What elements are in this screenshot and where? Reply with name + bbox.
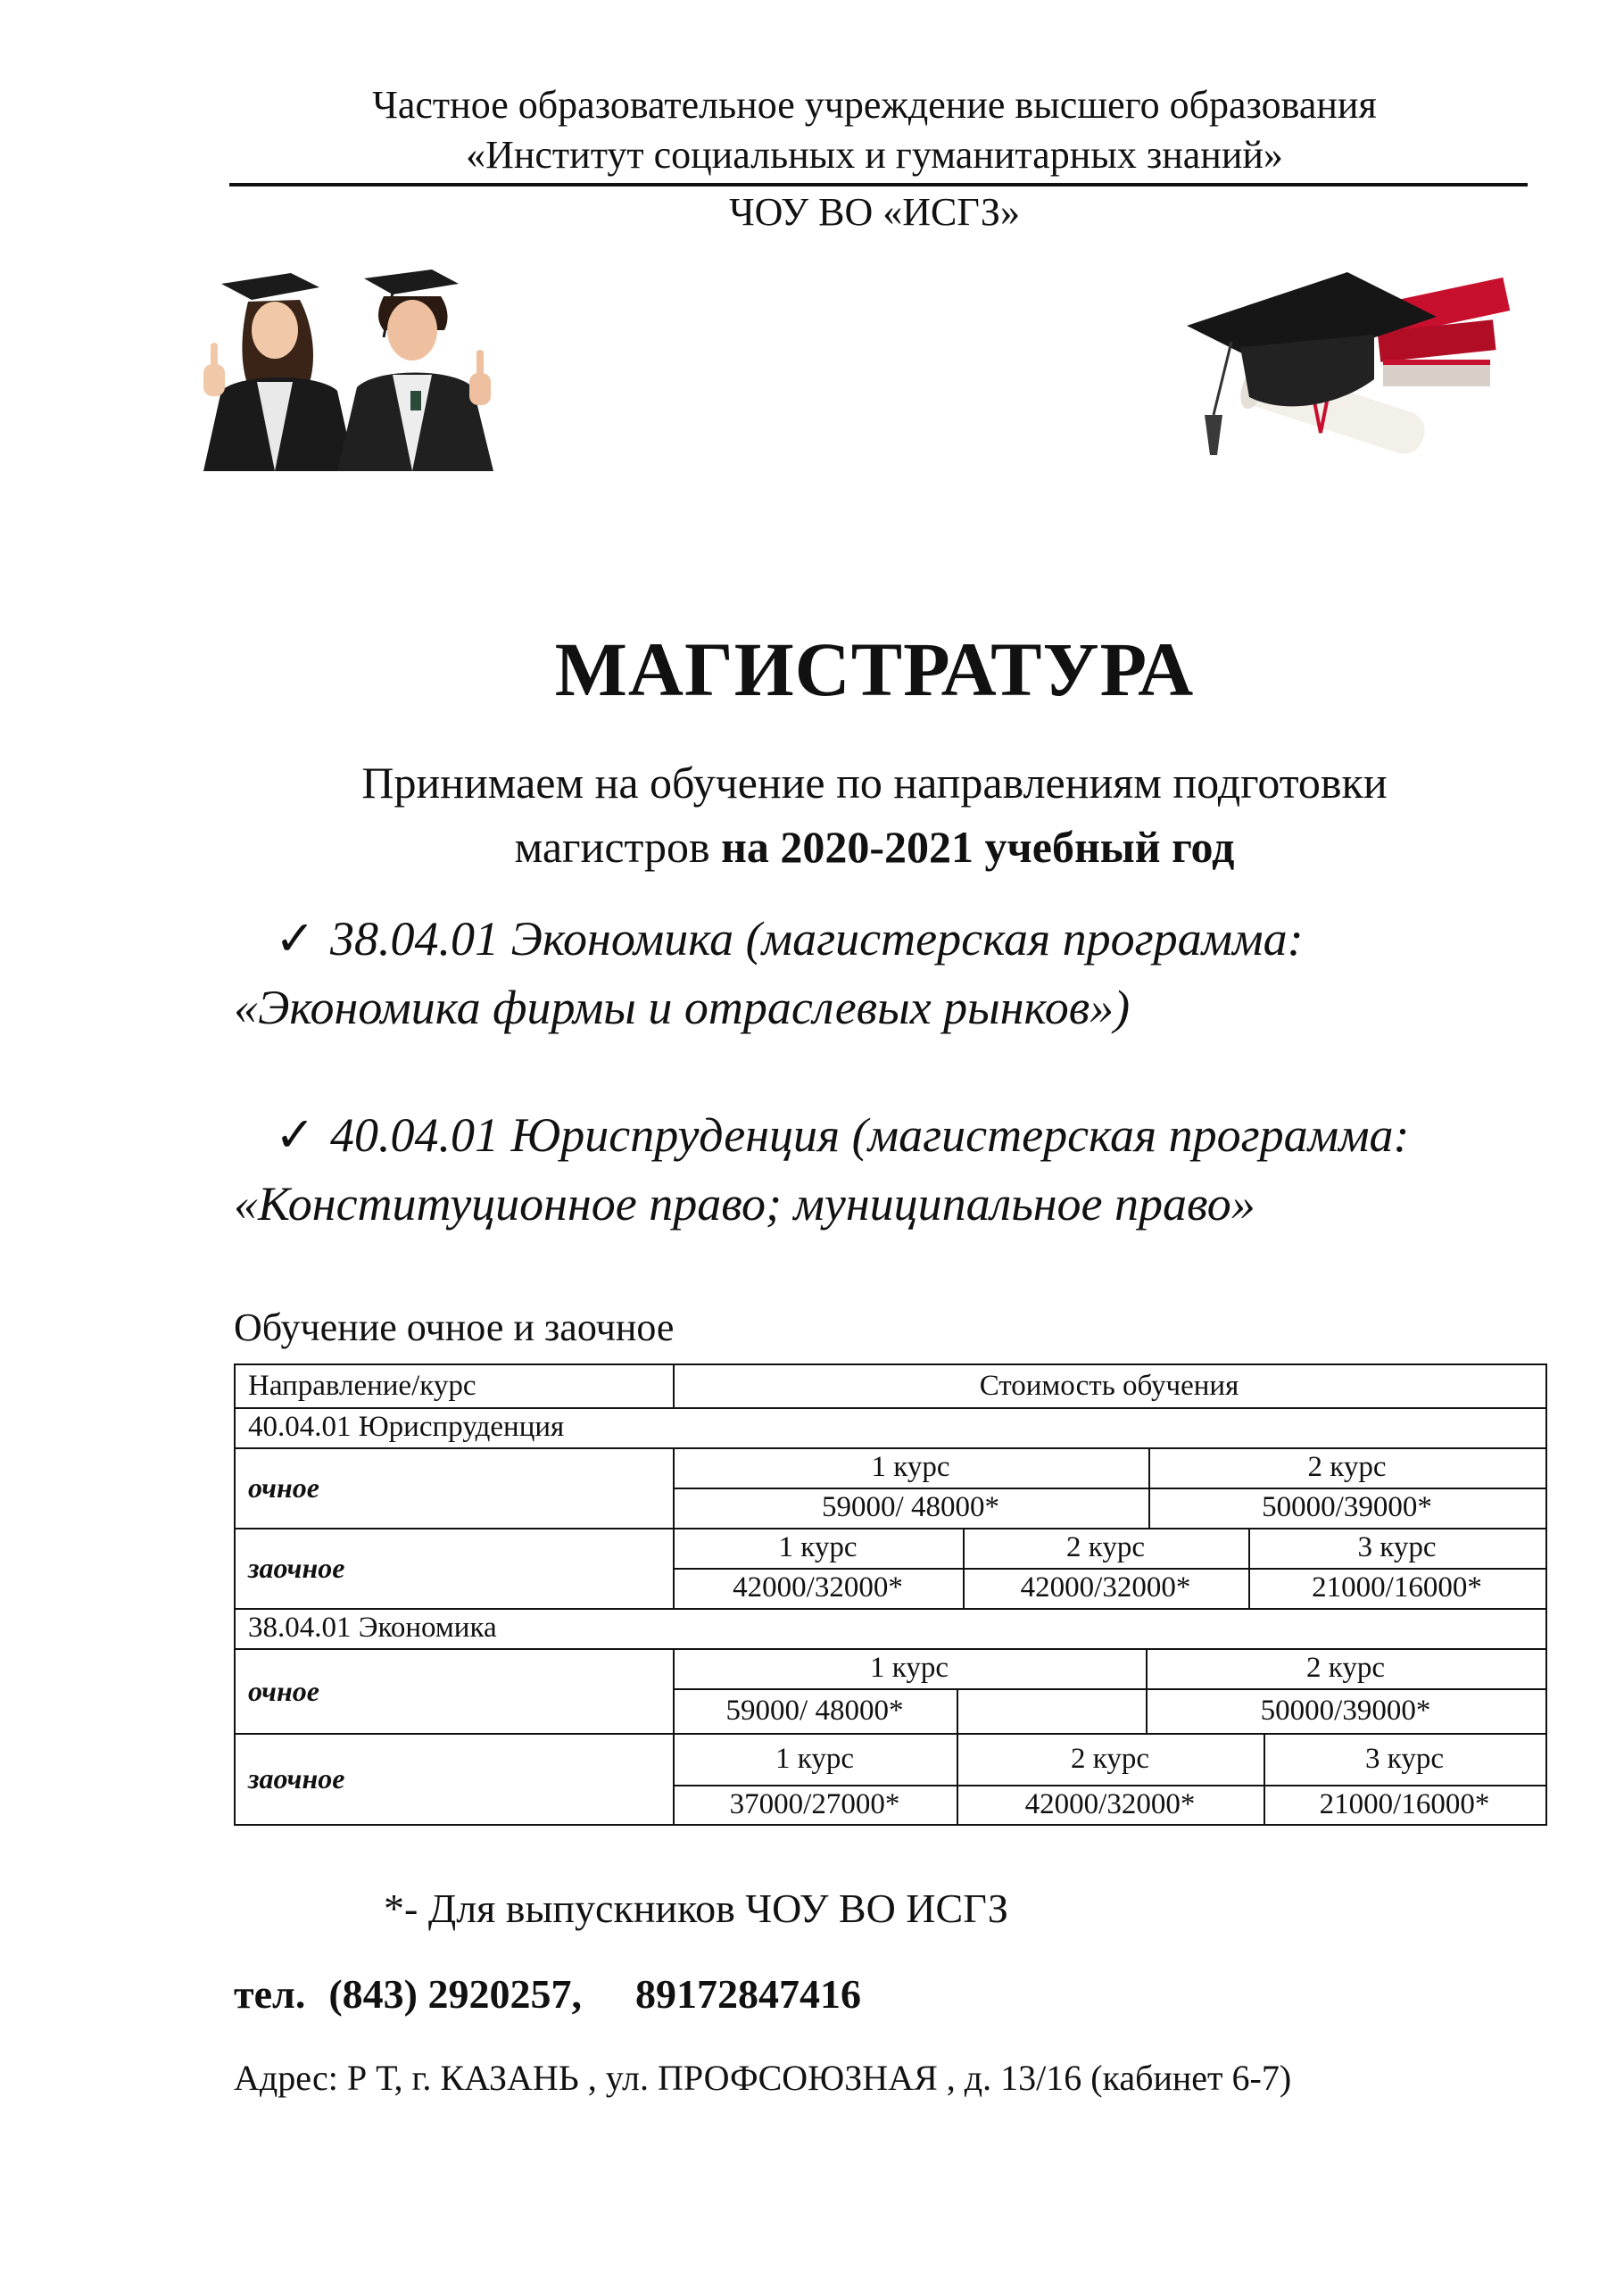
law-pt-course-1: 1 курс: [778, 1531, 858, 1563]
phone-city: (843) 2920257,: [328, 1971, 582, 2017]
header-divider: [229, 183, 1528, 186]
section-economics: 38.04.01 Экономика: [248, 1612, 497, 1644]
graduates-photo-icon: [186, 257, 543, 471]
graduation-cap-icon: [1178, 254, 1512, 460]
law-pt-price-3: 21000/16000*: [1312, 1571, 1482, 1604]
law-ft-price-1: 59000/ 48000*: [822, 1491, 999, 1523]
econ-part-time-label: заочное: [248, 1762, 345, 1795]
program-economics: [234, 910, 1304, 966]
phone-line: [234, 1970, 861, 2018]
program-economics-line1: 38.04.01 Экономика (магистерская программа:: [330, 912, 1304, 966]
program-law-line2: «Конституционное право; муниципальное право»: [234, 1177, 1255, 1231]
address: Адрес: Р Т, г. КАЗАНЬ , ул. ПРОФСОЮЗНАЯ , д. 13/16 (кабинет 6-7): [234, 2058, 1292, 2098]
table-rule: [957, 1688, 958, 1733]
phone-label: тел.: [234, 1971, 306, 2017]
law-ft-price-2: 50000/39000*: [1262, 1491, 1432, 1523]
intro-line-1: Принимаем на обучение по направлениям подготовки: [361, 758, 1388, 808]
academic-year: на 2020-2021 учебный год: [721, 822, 1235, 872]
law-full-time-label: очное: [248, 1471, 319, 1504]
econ-pt-price-3: 21000/16000*: [1319, 1787, 1490, 1820]
institution-name-line1: Частное образовательное учреждение высшего образования: [372, 83, 1377, 127]
law-pt-price-1: 42000/32000*: [733, 1571, 903, 1604]
program-law-line1: 40.04.01 Юриспруденция (магистерская программа:: [330, 1108, 1410, 1162]
econ-full-time-label: очное: [248, 1674, 319, 1707]
econ-pt-course-1: 1 курс: [775, 1742, 854, 1775]
econ-ft-price-2: 50000/39000*: [1260, 1694, 1431, 1727]
program-law: [234, 1107, 1410, 1163]
phone-mobile: 89172847416: [634, 1971, 861, 2017]
intro-prefix: магистров: [514, 822, 722, 872]
econ-ft-course-1: 1 курс: [870, 1652, 949, 1684]
header-direction: Направление/курс: [248, 1370, 476, 1402]
econ-pt-course-3: 3 курс: [1365, 1742, 1444, 1775]
law-ft-course-1: 1 курс: [871, 1451, 950, 1483]
law-pt-course-3: 3 курс: [1357, 1531, 1437, 1563]
econ-pt-price-2: 42000/32000*: [1024, 1787, 1196, 1820]
econ-ft-price-1: 59000/ 48000*: [725, 1694, 904, 1727]
program-economics-line2: «Экономика фирмы и отраслевых рынков»): [234, 981, 1131, 1034]
econ-ft-course-2: 2 курс: [1306, 1652, 1385, 1684]
study-forms: Обучение очное и заочное: [234, 1305, 675, 1349]
section-law: 40.04.01 Юриспруденция: [248, 1411, 565, 1443]
checkmark-icon: ✓: [275, 1108, 316, 1162]
footnote: *- Для выпускников ЧОУ ВО ИСГЗ: [384, 1886, 1008, 1931]
law-ft-course-2: 2 курс: [1307, 1451, 1387, 1483]
checkmark-icon: ✓: [275, 912, 316, 966]
law-part-time-label: заочное: [248, 1552, 345, 1584]
header-cost: Стоимость обучения: [979, 1370, 1239, 1402]
page-title: МАГИСТРАТУРА: [554, 626, 1195, 712]
law-pt-price-2: 42000/32000*: [1020, 1571, 1191, 1604]
law-pt-course-2: 2 курс: [1066, 1531, 1145, 1563]
institution-name-line2: «Институт социальных и гуманитарных знаний»: [466, 133, 1283, 177]
institution-abbreviation: ЧОУ ВО «ИСГЗ»: [729, 190, 1020, 234]
intro-line-2: [0, 821, 1624, 873]
econ-pt-price-1: 37000/27000*: [729, 1787, 900, 1820]
econ-pt-course-2: 2 курс: [1071, 1742, 1149, 1775]
price-table: [234, 1364, 1547, 1826]
